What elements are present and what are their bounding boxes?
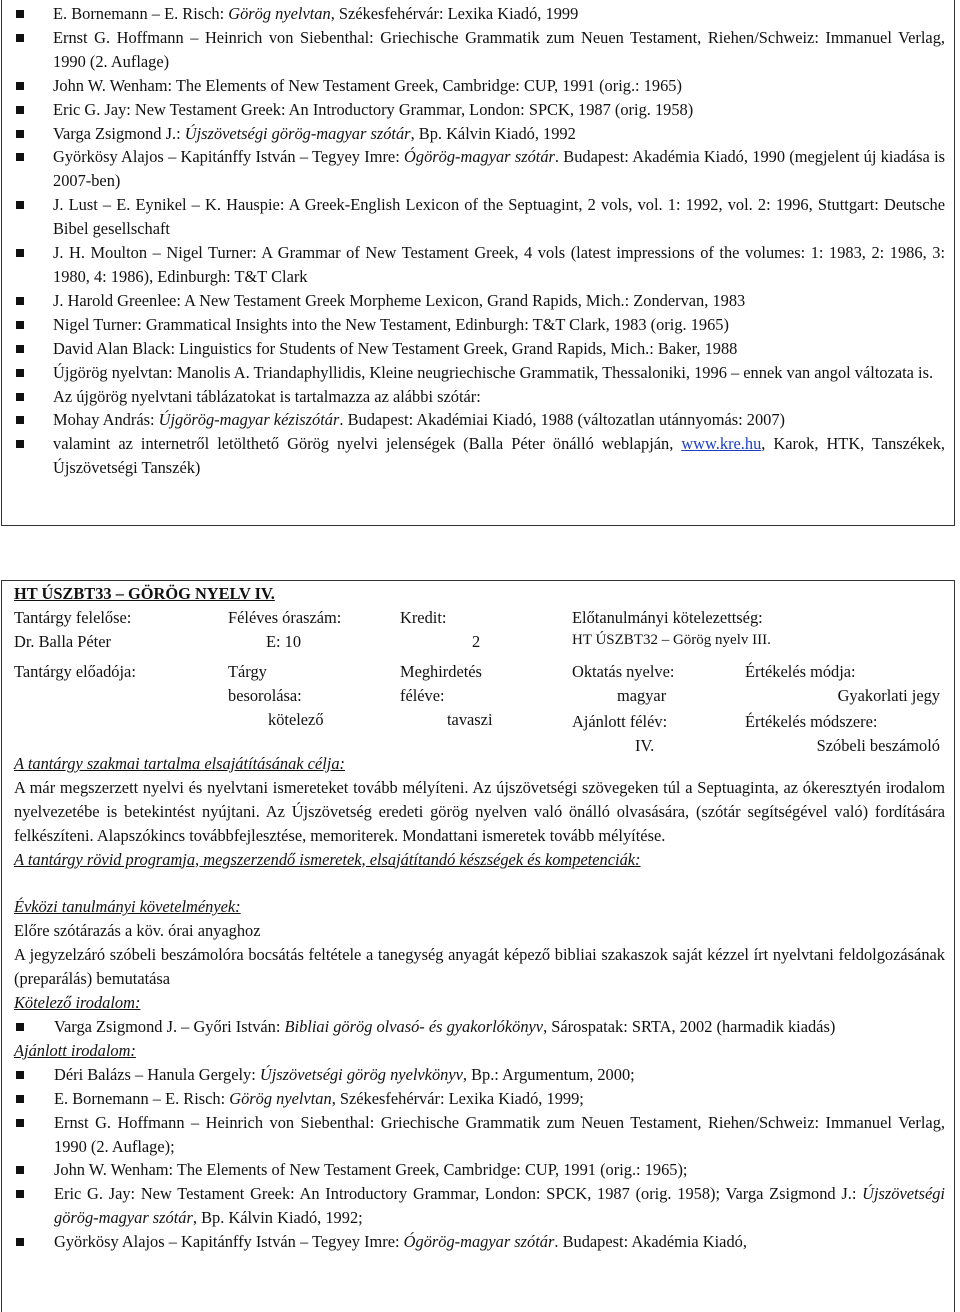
recommended-semester-label: Ajánlott félév: <box>572 711 668 731</box>
bibliography-item: Újgörög nyelvtan: Manolis A. Triandaphyllidis, Kleine neugriechische Grammatik, Thessaloniki, 1996 – ennek van angol változata is. <box>14 361 945 385</box>
eval-mode-value: Gyakorlati jegy <box>837 685 940 705</box>
semester-cell <box>400 660 540 732</box>
bibliography-item: John W. Wenham: The Elements of New Testament Greek, Cambridge: CUP, 1991 (orig.: 1965) <box>14 74 945 98</box>
prereq-cell <box>572 606 771 650</box>
responsible-value: Dr. Balla Péter <box>14 631 111 651</box>
requirements-text-1: Előre szótárazás a köv. órai anyaghoz <box>14 921 261 941</box>
category-label: Tárgy besorolása: <box>228 661 302 705</box>
required-literature-title: Kötelező irodalom: <box>14 993 141 1013</box>
bibliography-item: E. Bornemann – E. Risch: Görög nyelvtan, Székesfehérvár: Lexika Kiadó, 1999; <box>14 1087 945 1111</box>
eval-method-value: Szóbeli beszámoló <box>816 735 940 755</box>
lecturer-cell <box>14 660 136 684</box>
language-cell <box>572 660 732 758</box>
hours-value: E: 10 <box>266 631 302 651</box>
credit-label: Kredit: <box>400 607 447 627</box>
requirements-title: Évközi tanulmányi követelmények: <box>14 897 241 917</box>
bibliography-item: Ernst G. Hoffmann – Heinrich von Siebenthal: Griechische Grammatik zum Neuen Testament, Riehen/Schweiz: Immanuel Verlag, 1990 (2. Auflage) <box>14 26 945 74</box>
italic-title: Újgörög-magyar kéziszótár <box>158 410 340 430</box>
bibliography-item: Györkösy Alajos – Kapitánffy István – Tegyey Imre: Ógörög-magyar szótár. Budapest: Akadémia Kiadó, 1990 (megjelent új kiadása is 2007-ben) <box>14 145 945 193</box>
prereq-label: Előtanulmányi kötelezettség: <box>572 607 763 627</box>
bibliography-item: Varga Zsigmond J. – Győri István: Bibliai görög olvasó- és gyakorlókönyv, Sárospatak: SRTA, 2002 (harmadik kiadás) <box>14 1015 945 1039</box>
credit-value: 2 <box>472 631 481 651</box>
responsible-cell <box>14 606 131 654</box>
evaluation-cell <box>745 660 945 758</box>
bibliography-item: valamint az internetről letölthető Görög nyelvi jelenségek (Balla Péter önálló weblapján, www.kre.hu, Karok, HTK, Tanszékek, Újszövetségi Tanszék) <box>14 432 945 480</box>
italic-title: Újszövetségi görög nyelvkönyv <box>259 1064 463 1084</box>
bibliography-item: Déri Balázs – Hanula Gergely: Újszövetségi görög nyelvkönyv, Bp.: Argumentum, 2000; <box>14 1063 945 1087</box>
bibliography-item: Mohay András: Újgörög-magyar kéziszótár. Budapest: Akadémiai Kiadó, 1988 (változatlan utánnyomás: 2007) <box>14 408 945 432</box>
bibliography-item: J. Harold Greenlee: A New Testament Greek Morpheme Lexicon, Grand Rapids, Mich.: Zondervan, 1983 <box>14 289 945 313</box>
recommended-literature-title: Ajánlott irodalom: <box>14 1040 136 1060</box>
bibliography-item: Ernst G. Hoffmann – Heinrich von Siebenthal: Griechische Grammatik zum Neuen Testament, Riehen/Schweiz: Immanuel Verlag, 1990 (2. Auflage); <box>14 1111 945 1159</box>
italic-title: Újszövetségi görög-magyar szótár <box>54 1184 945 1228</box>
top-bibliography-list <box>14 2 945 480</box>
category-cell <box>228 660 368 732</box>
top-bibliography-box <box>1 0 955 526</box>
italic-title: Bibliai görög olvasó- és gyakorlókönyv <box>284 1016 544 1036</box>
bibliography-item: Eric G. Jay: New Testament Greek: An Introductory Grammar, London: SPCK, 1987 (orig. 1958); Varga Zsigmond J.: Újszövetségi görög-magyar szótár, Bp. Kálvin Kiadó, 1992; <box>14 1182 945 1230</box>
bibliography-item: Nigel Turner: Grammatical Insights into the New Testament, Edinburgh: T&T Clark, 1983 (orig. 1965) <box>14 313 945 337</box>
semester-label: Meghirdetés féléve: <box>400 661 482 705</box>
web-link[interactable]: www.kre.hu <box>681 434 762 454</box>
program-title: A tantárgy rövid programja, megszerzendő ismeretek, elsajátítandó készségek és kompetenciák: <box>14 849 641 869</box>
course-title: HT ÚSZBT33 – GÖRÖG NYELV IV. <box>14 584 275 603</box>
responsible-label: Tantárgy felelőse: <box>14 607 132 627</box>
required-literature-list <box>14 1015 945 1039</box>
aim-title: A tantárgy szakmai tartalma elsajátításának célja: <box>14 753 345 773</box>
recommended-literature-list <box>14 1063 945 1254</box>
hours-label: Féléves óraszám: <box>228 607 342 627</box>
category-value: kötelező <box>268 709 324 729</box>
italic-title: Újszövetségi görög-magyar szótár <box>184 123 411 143</box>
course-box <box>1 580 955 1312</box>
language-value: magyar <box>617 685 667 705</box>
recommended-semester-value: IV. <box>635 735 655 755</box>
bibliography-item: David Alan Black: Linguistics for Students of New Testament Greek, Grand Rapids, Mich.: Baker, 1988 <box>14 337 945 361</box>
requirements-text-2: A jegyzelzáró szóbeli beszámolóra bocsátás feltétele a tanegység anyagát képező bibliai szakaszok saját kézzel írt nyelvtani feldolgozásának (preparálás) bemutatása <box>14 945 945 989</box>
aim-text: A már megszerzett nyelvi és nyelvtani ismereteket tovább mélyíteni. Az újszövetségi szövegeken túl a Septuaginta, az ókeresztyén irodalom nyelvezetébe is betekintést nyújtani. Az Újszövetség eredeti görög nyelven való önálló olvasására, (szótár segítségével való) fordítására felkészíteni. Alapszókincs továbbfejlesztése, memoriterek. Mondattani ismeretek tovább mélyítése. <box>14 777 945 845</box>
prereq-value: HT ÚSZBT32 – Görög nyelv III. <box>572 631 771 648</box>
bibliography-item: Varga Zsigmond J.: Újszövetségi görög-magyar szótár, Bp. Kálvin Kiadó, 1992 <box>14 122 945 146</box>
italic-title: Görög nyelvtan <box>229 1088 332 1108</box>
bibliography-item: J. Lust – E. Eynikel – K. Hauspie: A Greek-English Lexicon of the Septuagint, 2 vols, vol. 1: 1992, vol. 2: 1996, Stuttgart: Deutsche Bibel gesellschaft <box>14 193 945 241</box>
credit-cell <box>400 606 500 654</box>
italic-title: Görög nyelvtan <box>228 4 331 23</box>
bibliography-item: Györkösy Alajos – Kapitánffy István – Tegyey Imre: Ógörög-magyar szótár. Budapest: Akadémia Kiadó, <box>14 1230 945 1254</box>
bibliography-item: J. H. Moulton – Nigel Turner: A Grammar of New Testament Greek, 4 vols (latest impressions of the volumes: 1: 1983, 2: 1986, 3: 1980, 4: 1986), Edinburgh: T&T Clark <box>14 241 945 289</box>
language-label: Oktatás nyelve: <box>572 661 675 681</box>
program-blank <box>14 871 945 895</box>
course-info-grid <box>14 606 945 758</box>
italic-title: Ógörög-magyar szótár <box>403 1232 555 1252</box>
semester-value: tavaszi <box>447 709 493 729</box>
bibliography-item: Eric G. Jay: New Testament Greek: An Introductory Grammar, London: SPCK, 1987 (orig. 1958) <box>14 98 945 122</box>
bibliography-item: Az újgörög nyelvtani táblázatokat is tartalmazza az alábbi szótár: <box>14 385 945 409</box>
bibliography-item: John W. Wenham: The Elements of New Testament Greek, Cambridge: CUP, 1991 (orig.: 1965); <box>14 1158 945 1182</box>
italic-title: Ógörög-magyar szótár <box>404 147 555 167</box>
hours-cell <box>228 606 388 654</box>
eval-method-label: Értékelés módszere: <box>745 711 878 731</box>
lecturer-label: Tantárgy előadója: <box>14 661 136 681</box>
bibliography-item: E. Bornemann – E. Risch: Görög nyelvtan, Székesfehérvár: Lexika Kiadó, 1999 <box>14 2 945 26</box>
eval-mode-label: Értékelés módja: <box>745 661 856 681</box>
